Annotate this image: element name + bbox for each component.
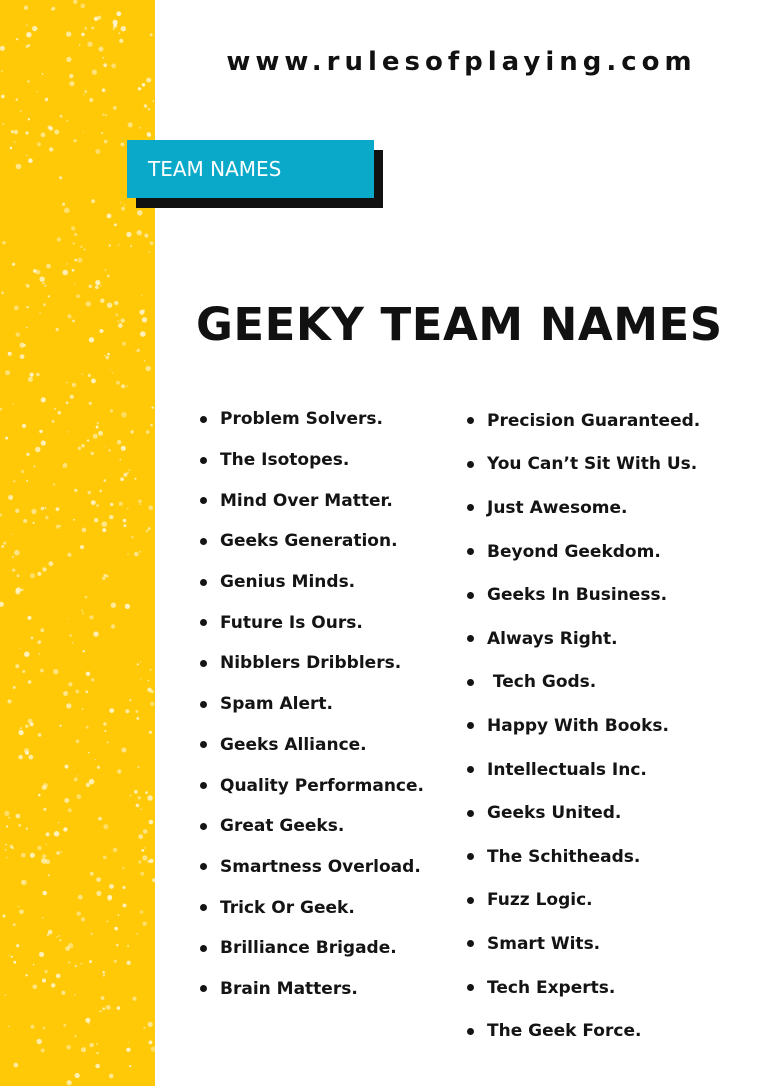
bullet-icon: [200, 741, 207, 748]
list-item-label: Precision Guaranteed.: [487, 410, 701, 431]
list-item-label: Problem Solvers.: [220, 409, 384, 430]
list-item: [200, 562, 462, 603]
bullet-icon: [467, 417, 474, 424]
bullet-icon: [467, 635, 474, 642]
list-item: [467, 661, 763, 705]
bullet-icon: [467, 810, 474, 817]
bullet-icon: [200, 863, 207, 870]
bullet-icon: [200, 823, 207, 830]
list-item-label: Great Geeks.: [220, 816, 345, 837]
list-item: [467, 617, 763, 661]
bullet-icon: [200, 660, 207, 667]
list-item: [200, 643, 462, 684]
list-item-label: Just Awesome.: [487, 497, 628, 518]
list-item-label: Geeks Alliance.: [220, 734, 367, 755]
bullet-icon: [467, 504, 474, 511]
list-item-label: Fuzz Logic.: [487, 890, 593, 911]
site-url: www.rulesofplaying.com: [226, 47, 697, 77]
list-item-label: Future Is Ours.: [220, 612, 363, 633]
list-item-label: Beyond Geekdom.: [487, 541, 661, 562]
list-item: [200, 602, 462, 643]
list-item-label: Mind Over Matter.: [220, 490, 393, 511]
bullet-icon: [200, 701, 207, 708]
list-item-label: Smartness Overload.: [220, 856, 421, 877]
list-item-label: Happy With Books.: [487, 715, 669, 736]
list-item-label: Tech Gods.: [487, 672, 597, 693]
list-item: [467, 835, 763, 879]
list-item: [200, 480, 462, 521]
list-item: [467, 879, 763, 923]
list-item-label: Trick Or Geek.: [220, 897, 355, 918]
list-item: [200, 521, 462, 562]
list-item-label: Nibblers Dribblers.: [220, 653, 402, 674]
list-item-label: Spam Alert.: [220, 694, 333, 715]
list-item: [200, 806, 462, 847]
team-names-list-left: [200, 399, 462, 1009]
bullet-icon: [200, 904, 207, 911]
page-title: GEEKY TEAM NAMES: [196, 298, 723, 351]
list-item-label: Quality Performance.: [220, 775, 424, 796]
list-item: [200, 928, 462, 969]
list-item: [467, 443, 763, 487]
list-item: [200, 969, 462, 1010]
bullet-icon: [467, 722, 474, 729]
list-item: [467, 573, 763, 617]
bullet-icon: [200, 457, 207, 464]
list-item-label: Geeks In Business.: [487, 585, 668, 606]
list-item: [467, 1009, 763, 1053]
bullet-icon: [200, 538, 207, 545]
list-item: [467, 530, 763, 574]
list-item: [200, 684, 462, 725]
list-item: [200, 847, 462, 888]
list-item: [467, 486, 763, 530]
bullet-icon: [467, 984, 474, 991]
list-item-label: Geeks United.: [487, 803, 622, 824]
bullet-icon: [200, 782, 207, 789]
list-item: [467, 922, 763, 966]
list-item-label: Tech Experts.: [487, 977, 616, 998]
bullet-icon: [200, 619, 207, 626]
bullet-icon: [467, 897, 474, 904]
bullet-icon: [200, 497, 207, 504]
bullet-icon: [467, 1028, 474, 1035]
list-item: [467, 748, 763, 792]
team-names-list-right: [467, 399, 763, 1053]
list-item: [467, 704, 763, 748]
list-item: [200, 765, 462, 806]
bullet-icon: [467, 679, 474, 686]
list-item: [200, 399, 462, 440]
bullet-icon: [200, 945, 207, 952]
bullet-icon: [467, 940, 474, 947]
list-item-label: The Schitheads.: [487, 846, 641, 867]
list-item-label: You Can’t Sit With Us.: [487, 454, 698, 475]
bullet-icon: [200, 985, 207, 992]
list-item-label: Always Right.: [487, 628, 618, 649]
list-item: [467, 966, 763, 1010]
list-item-label: Brilliance Brigade.: [220, 938, 397, 959]
list-item: [200, 725, 462, 766]
bullet-icon: [467, 461, 474, 468]
bullet-icon: [467, 548, 474, 555]
list-item-label: Brain Matters.: [220, 978, 358, 999]
list-item: [467, 399, 763, 443]
list-item-label: Genius Minds.: [220, 572, 356, 593]
list-item-label: The Geek Force.: [487, 1021, 642, 1042]
list-item-label: Intellectuals Inc.: [487, 759, 647, 780]
list-item-label: The Isotopes.: [220, 450, 350, 471]
list-item: [467, 791, 763, 835]
bullet-icon: [200, 416, 207, 423]
bullet-icon: [200, 579, 207, 586]
list-item-label: Geeks Generation.: [220, 531, 398, 552]
bullet-icon: [467, 853, 474, 860]
bullet-icon: [467, 592, 474, 599]
team-names-tag: TEAM NAMES: [127, 140, 374, 198]
bullet-icon: [467, 766, 474, 773]
list-item: [200, 440, 462, 481]
list-item-label: Smart Wits.: [487, 933, 601, 954]
list-item: [200, 887, 462, 928]
